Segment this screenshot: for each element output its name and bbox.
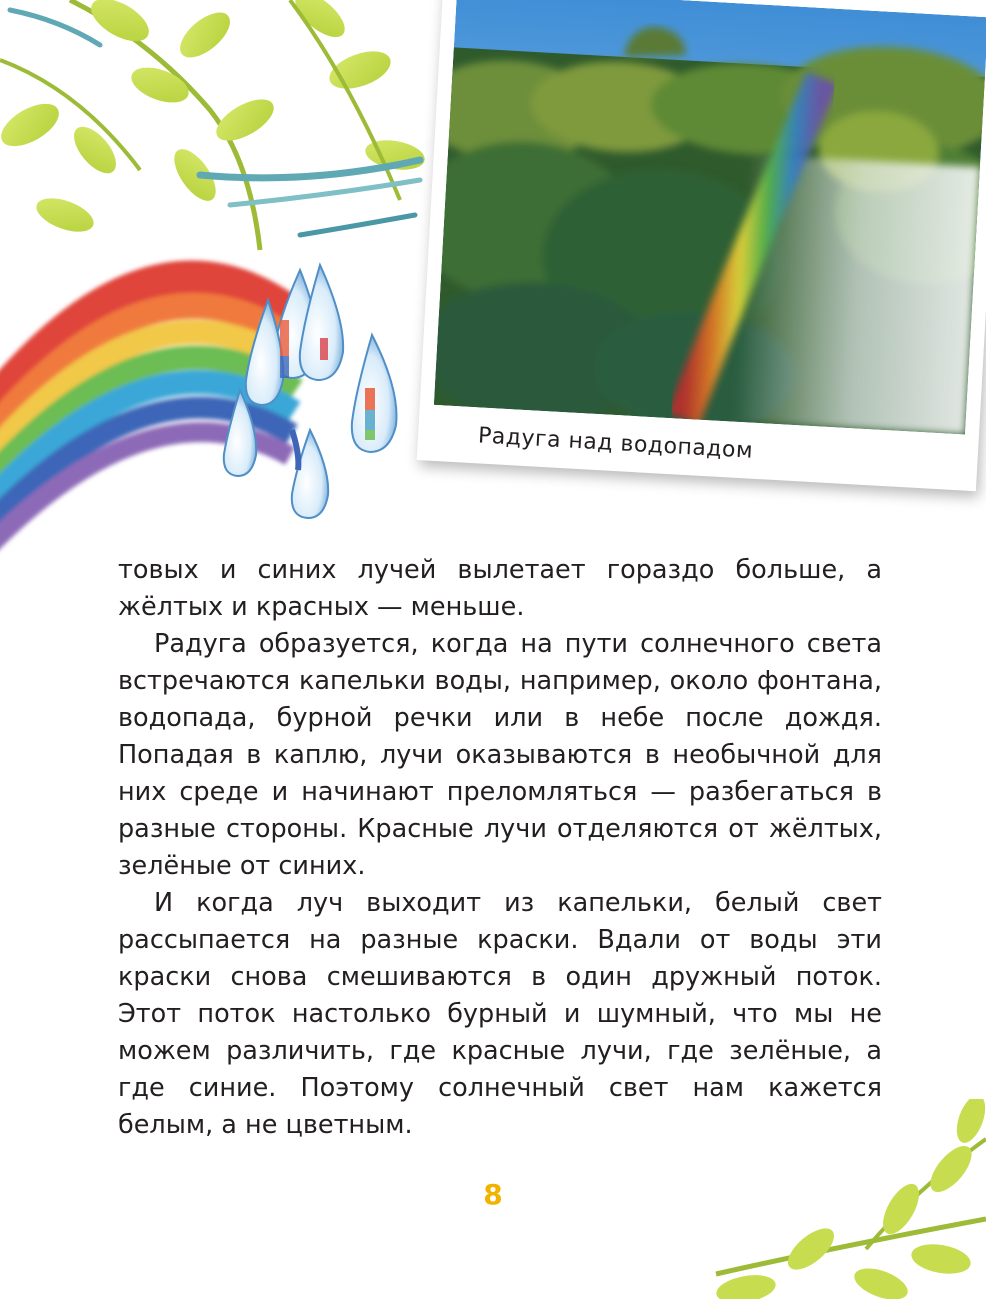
photo-caption: Радуга над водопадом	[477, 423, 754, 464]
waterfall-rainbow-image	[434, 0, 986, 435]
body-text	[118, 552, 882, 1144]
branch-top-left	[0, 0, 427, 250]
branch-bottom-right	[686, 1099, 986, 1299]
paragraph-2: Радуга образуется, когда на пути солнечного света встречаются капельки воды, например, около фонтана, водопада, бурной речки или в небе после дождя. Попадая в каплю, лучи оказываются в необычной для них среде и начинают преломляться — разбегаться в разные стороны. Красные лучи отделяются от жёлтых, зелёные от синих.	[118, 629, 882, 881]
watercolor-rainbow	[0, 278, 300, 555]
paragraph-3: И когда луч выходит из капельки, белый свет рассыпается на разные краски. Вдали от воды эти краски снова смешиваются в один дружный поток. Этот поток настолько бурный и шумный, что мы не можем различить, где красные лучи, где зелёные, а где синие. Поэтому солнечный свет нам кажется белым, а не цветным.	[118, 888, 882, 1140]
waterfall-photo	[434, 0, 986, 435]
paragraph-1: товых и синих лучей вылетает гораздо больше, а жёлтых и красных — меньше.	[118, 555, 882, 622]
page-number: 8	[483, 1178, 503, 1211]
photo-card	[417, 0, 986, 491]
